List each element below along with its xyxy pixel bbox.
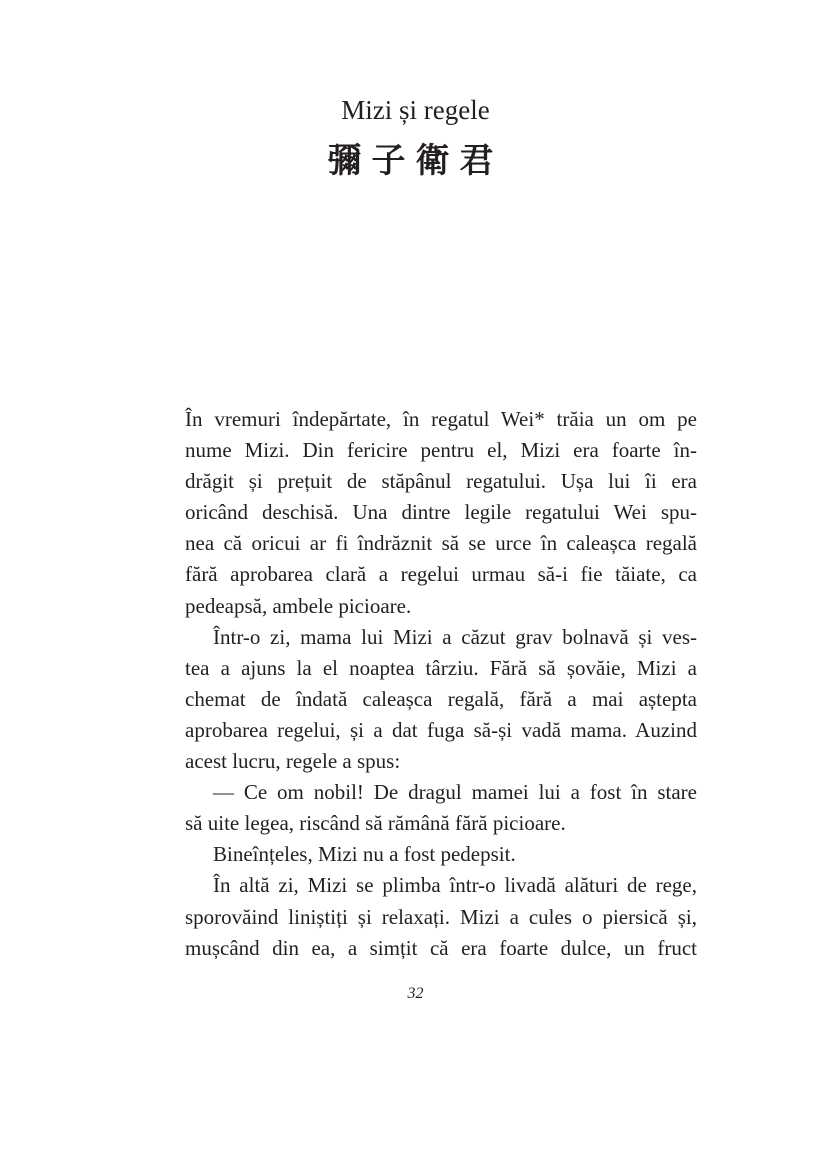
text-line: pedeapsă, ambele picioare. — [185, 593, 412, 618]
text-line: aprobarea regelui, și a dat fuga să-și vadă mama. Auzind — [185, 717, 697, 742]
text-line: — Ce om nobil! De dragul mamei lui a fost în stare — [213, 780, 697, 805]
text-line: nume Mizi. Din fericire pentru el, Mizi era foarte în- — [185, 438, 697, 463]
text-line: acest lucru, regele a spus: — [185, 749, 401, 774]
text-line: chemat de îndată caleașca regală, fără a mai aștepta — [185, 686, 697, 711]
chapter-title-chinese: 彌子衛君 — [327, 143, 504, 180]
text-line: fără aprobarea clară a regelui urmau să-i fie tăiate, ca — [185, 562, 697, 587]
text-line: drăgit și prețuit de stăpânul regatului. Ușa lui îi era — [185, 469, 697, 494]
text-line: Într-o zi, mama lui Mizi a căzut grav bolnavă și ves- — [213, 624, 697, 649]
text-line: Bineînțeles, Mizi nu a fost pedepsit. — [213, 842, 516, 867]
body-text — [185, 404, 697, 964]
text-line: nea că oricui ar fi îndrăznit să se urce în caleașca regală — [185, 531, 697, 556]
page-number: 32 — [407, 985, 424, 1002]
text-line: În altă zi, Mizi se plimba într-o livadă alături de rege, — [213, 873, 697, 898]
text-line: tea a ajuns la el noaptea târziu. Fără să șovăie, Mizi a — [185, 655, 697, 680]
text-line: sporovăind liniștiți și relaxați. Mizi a cules o piersică și, — [185, 904, 697, 929]
text-line: În vremuri îndepărtate, în regatul Wei* trăia un om pe — [185, 407, 697, 431]
chapter-title: Mizi și regele — [341, 95, 490, 125]
text-line: mușcând din ea, a simțit că era foarte dulce, un fruct — [185, 935, 697, 960]
text-line: oricând deschisă. Una dintre legile regatului Wei spu- — [185, 500, 697, 525]
text-line: să uite legea, riscând să rămână fără picioare. — [185, 811, 566, 836]
